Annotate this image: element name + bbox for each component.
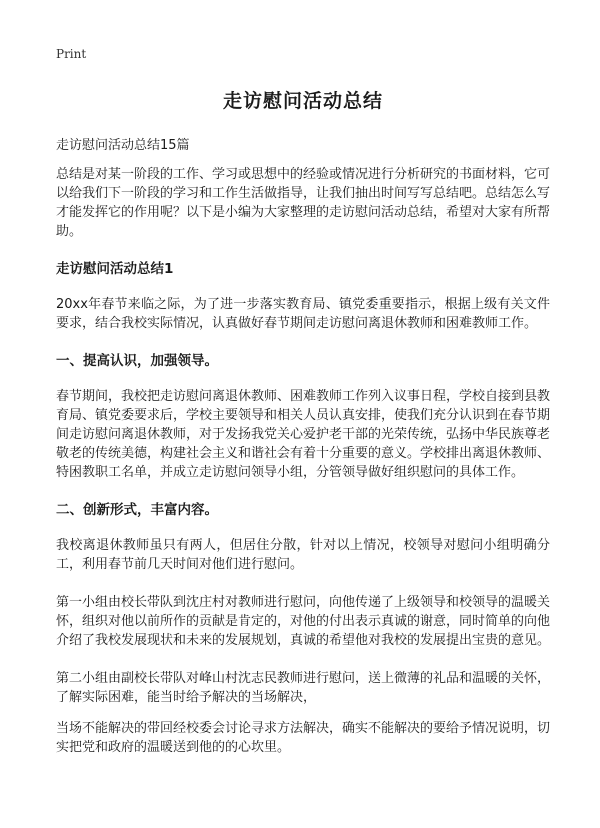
section-heading-1: 一、提高认识，加强领导。 (56, 353, 218, 369)
page-title: 走访慰问活动总结 (222, 90, 383, 112)
print-link[interactable]: Print (56, 47, 87, 61)
section-1-paragraph: 春节期间，我校把走访慰问离退休教师、困难教师工作列入议事日程，学校自接到县教育局、镇党委要求后，学校主要领导和相关人员认真安排，使我们充分认识到在春节期间走访慰问离退休教师，对于发扬我党关心爱护老干部的光荣传统，弘扬中华民族尊老敬老的传统美德，构建社会主义和谐社会有着十分重要的意义。学校排出离退休教师、特困教职工名单，并成立走访慰问领导小组，分管领导做好组织慰问的具体工作。 (56, 389, 551, 480)
article-intro-paragraph: 20xx年春节来临之际，为了进一步落实教育局、镇党委重要指示，根据上级有关文件要求，结合我校实际情况，认真做好春节期间走访慰问离退休教师和困难教师工作。 (56, 297, 550, 331)
section-2-paragraph-4: 当场不能解决的带回经校委会讨论寻求方法解决，确实不能解决的要给予情况说明，切实把党和政府的温暖送到他的的心坎里。 (56, 721, 551, 755)
section-2-paragraph-2: 第一小组由校长带队到沈庄村对教师进行慰问，向他传递了上级领导和校领导的温暖关怀，组织对他以前所作的贡献是肯定的，对他的付出表示真诚的谢意，同时简单的向他介绍了我校发展现状和未来的发展规划，真诚的希望他对我校的发展提出宝贵的意见。 (56, 595, 551, 648)
intro-paragraph: 总结是对某一阶段的工作、学习或思想中的经验或情况进行分析研究的书面材料，它可以给我们下一阶段的学习和工作生活做指导，让我们抽出时间写写总结吧。总结怎么写才能发挥它的作用呢？以下是小编为大家整理的走访慰问活动总结，希望对大家有所帮助。 (56, 167, 551, 239)
section-heading-2: 二、创新形式，丰富内容。 (56, 502, 218, 518)
section-2-paragraph-1: 我校离退休教师虽只有两人，但居住分散，针对以上情况，校领导对慰问小组明确分工，利用春节前几天时间对他们进行慰问。 (56, 538, 550, 572)
document-subtitle: 走访慰问活动总结15篇 (56, 138, 190, 153)
section-2-paragraph-3: 第二小组由副校长带队对峰山村沈志民教师进行慰问，送上微薄的礼品和温暖的关怀，了解实际困难，能当时给予解决的当场解决， (56, 671, 551, 705)
article-heading: 走访慰问活动总结1 (56, 261, 174, 277)
